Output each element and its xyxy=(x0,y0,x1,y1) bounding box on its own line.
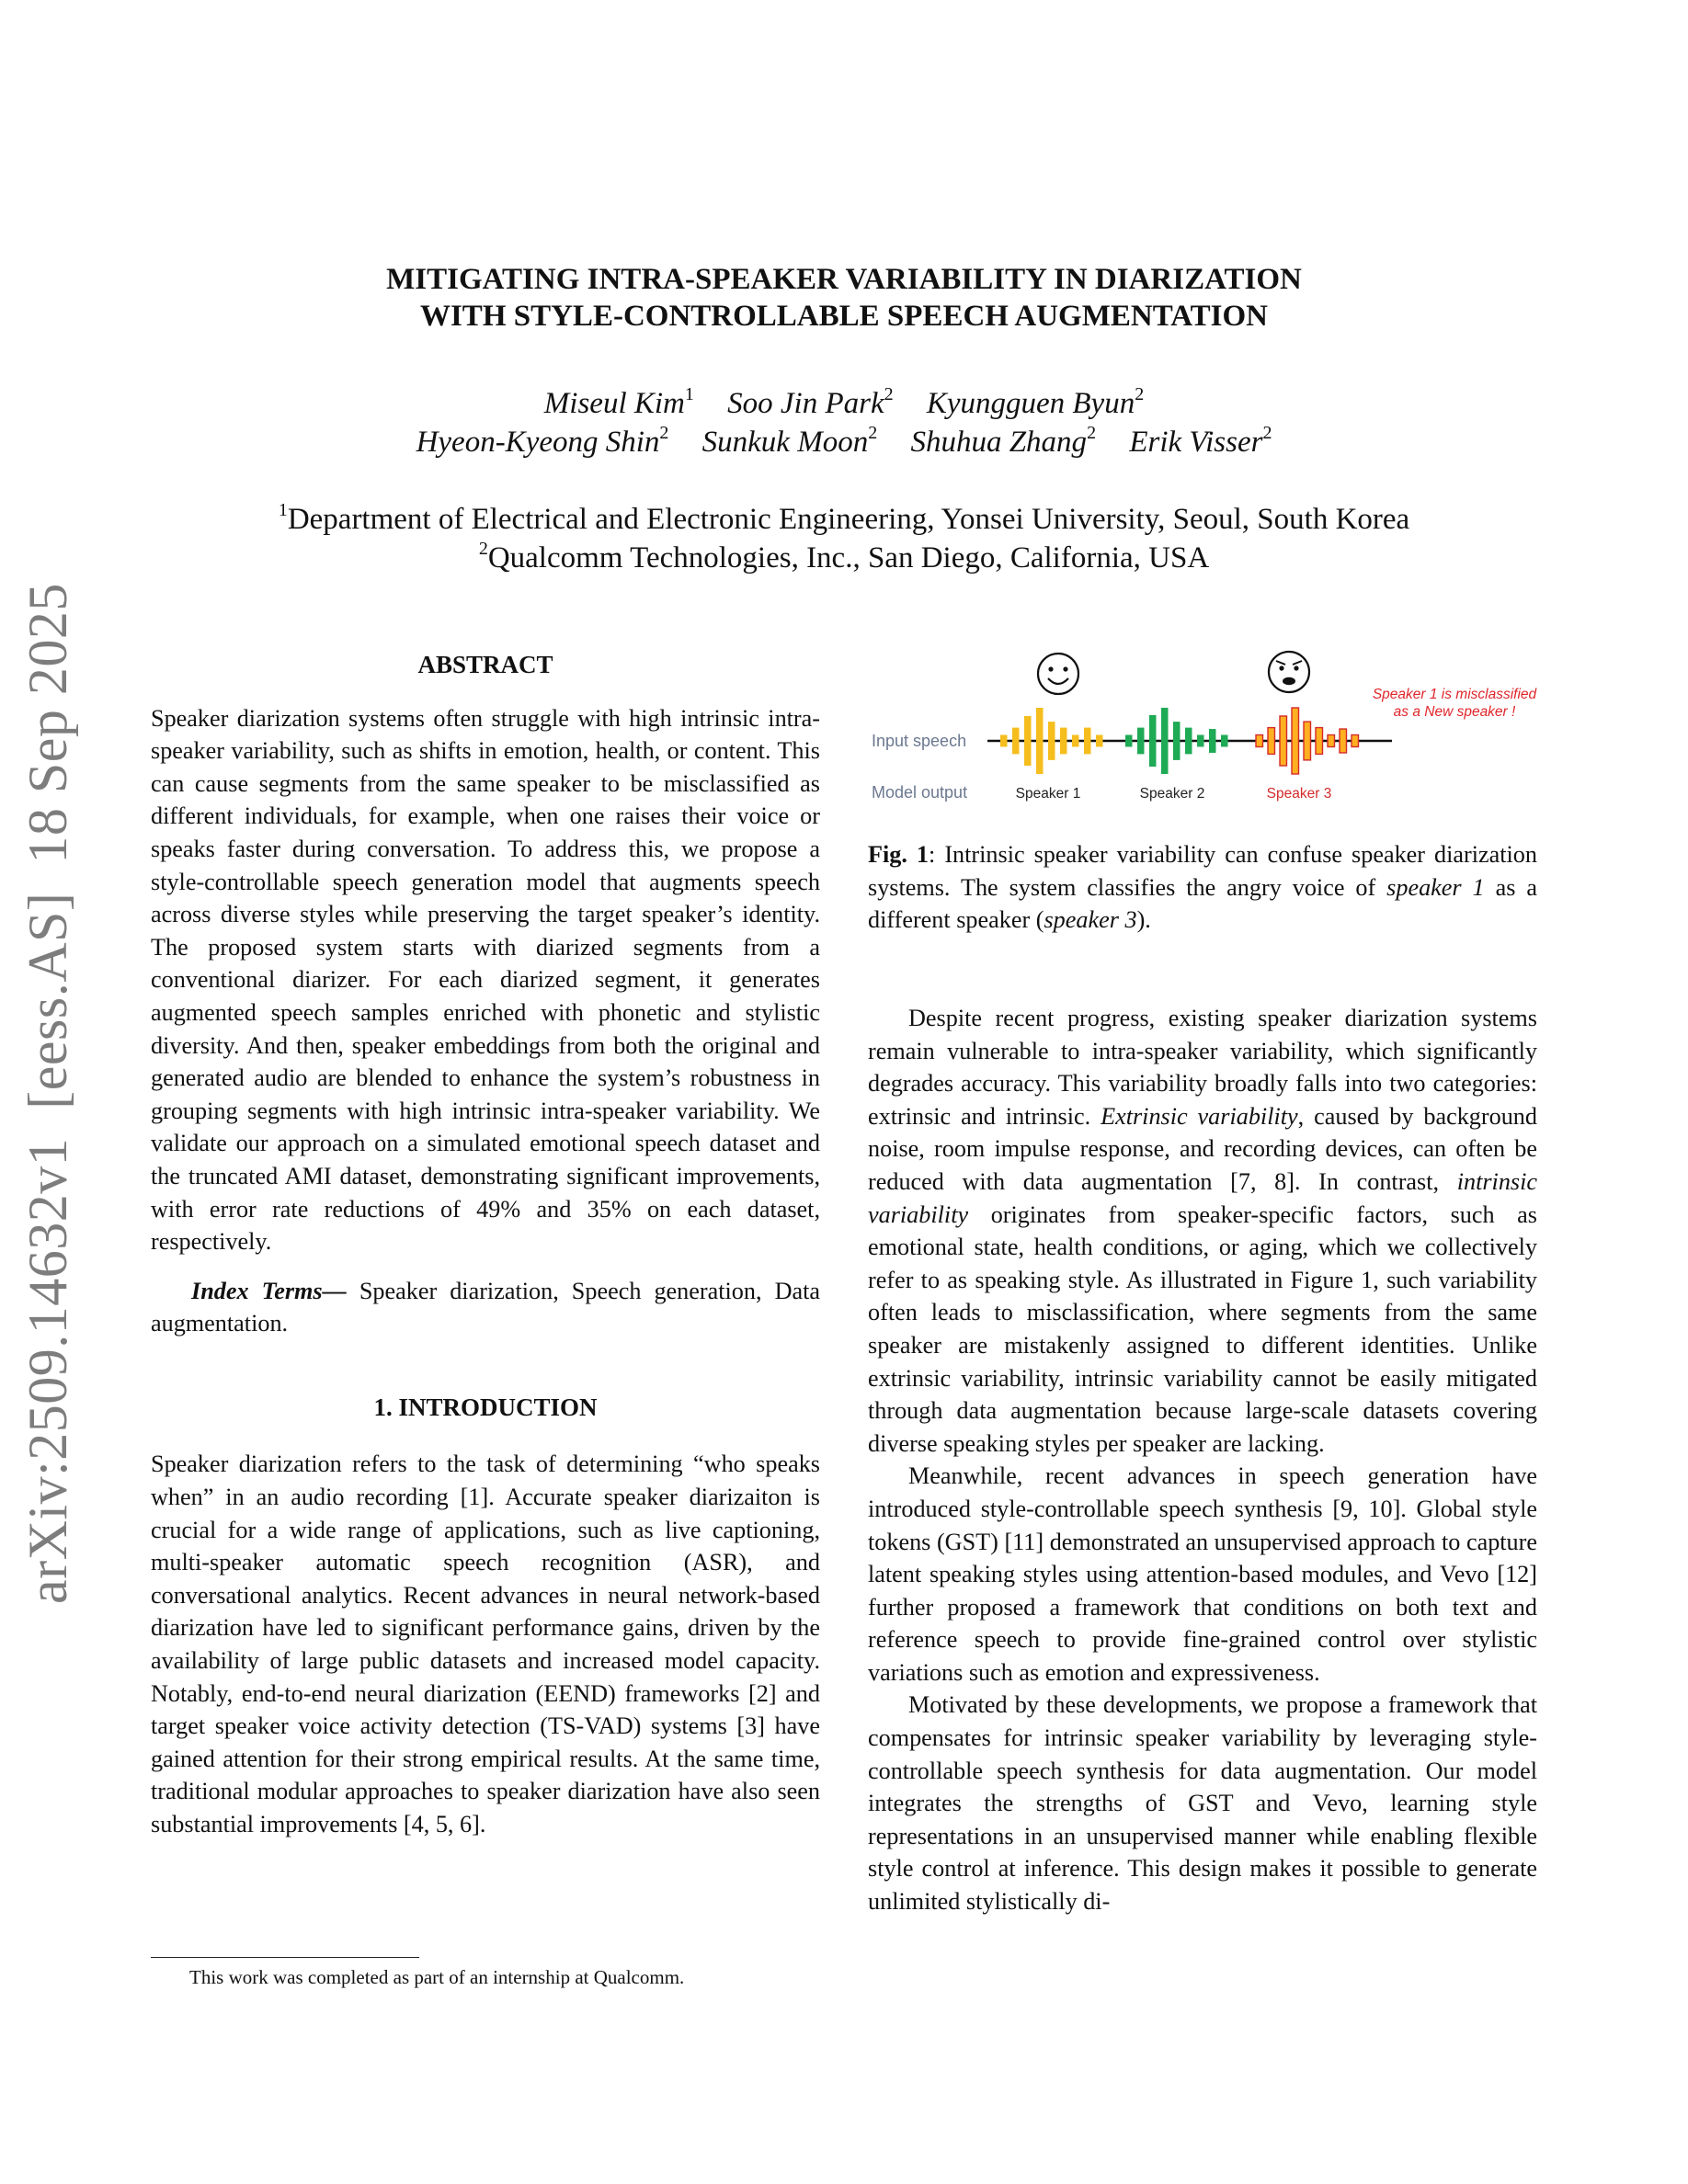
author: Soo Jin Park$^2$ xyxy=(727,384,894,420)
paper-title-line-1: MITIGATING INTRA-SPEAKER VARIABILITY IN DIARIZATION xyxy=(386,263,1302,296)
affiliation: $^2$Qualcomm Technologies, Inc., San Diego, California, USA xyxy=(478,539,1210,574)
figure-1 xyxy=(868,643,1548,809)
footnote: This work was completed as part of an internship at Qualcomm. xyxy=(189,1966,685,1988)
waveform-bar-speaker-1 xyxy=(1000,735,1008,747)
speaker-1-label: Speaker 1 xyxy=(1015,786,1081,802)
waveform-bar-speaker-2 xyxy=(1209,729,1216,753)
waveform-bar-speaker-2 xyxy=(1161,708,1169,774)
paper-title-line-2: WITH STYLE-CONTROLLABLE SPEECH AUGMENTATION xyxy=(419,300,1269,333)
caption-label: Fig. 1 xyxy=(868,841,930,868)
waveform-bar-speaker-2 xyxy=(1197,735,1204,747)
waveform-bar-speaker-1 xyxy=(1072,735,1079,747)
waveform-bar-speaker-1 xyxy=(1084,728,1091,755)
index-terms-text: Speaker diarization, Speech generation, Data augmentation. xyxy=(151,1277,820,1337)
affiliations xyxy=(0,500,1688,577)
author-row-2 xyxy=(0,423,1688,461)
figure-1-caption: Fig. 1: Intrinsic speaker variability can confuse speaker diarization systems. The system classifies the angry voice of speaker 1 as a different speaker (speaker 3). xyxy=(868,841,1537,934)
figure-1-diagram xyxy=(868,643,1548,809)
waveform-bar-speaker-3 xyxy=(1352,735,1359,747)
author: Sunkuk Moon$^2$ xyxy=(701,423,878,459)
abstract-heading: ABSTRACT xyxy=(417,651,553,678)
author-list xyxy=(0,384,1688,461)
footnote-rule xyxy=(151,1957,419,1958)
author-row-1 xyxy=(0,384,1688,423)
waveform-bar-speaker-1 xyxy=(1012,728,1020,755)
waveform-bar-speaker-2 xyxy=(1125,735,1133,747)
waveform-bar-speaker-1 xyxy=(1024,716,1032,766)
waveform-bar-speaker-3 xyxy=(1304,722,1311,760)
author: Miseul Kim$^1$ xyxy=(543,384,694,420)
model-output-label: Model output xyxy=(872,783,968,802)
waveform-bar-speaker-2 xyxy=(1137,728,1145,755)
happy-face-icon xyxy=(1038,654,1078,694)
author: Hyeon-Kyeong Shin$^2$ xyxy=(416,423,669,459)
input-speech-label: Input speech xyxy=(872,732,967,750)
waveform-bar-speaker-2 xyxy=(1173,722,1180,760)
paper-title xyxy=(0,261,1688,335)
introduction-paragraph-3: Meanwhile, recent advances in speech generation have introduced style-controllable speech synthesis [9, 10]. Global style tokens (GST) [11] demonstrated an unsupervised approach to capture latent speaking styles using attention-based modules, and Vevo [12] further proposed a framework that conditions on both text and reference speech to provide fine-grained control over stylistic variations such as emotion and expressiveness. xyxy=(868,1462,1537,1686)
index-terms xyxy=(151,1275,820,1340)
waveform-bar-speaker-2 xyxy=(1149,715,1157,767)
affiliation: $^1$Department of Electrical and Electronic Engineering, Yonsei University, Seoul, South Korea xyxy=(278,500,1410,536)
left-column xyxy=(151,649,820,1841)
waveform-bar-speaker-3 xyxy=(1316,728,1323,755)
waveform-bar-speaker-3 xyxy=(1280,716,1287,766)
introduction-paragraph-4: Motivated by these developments, we propose a framework that compensates for intrinsic speaker variability by leveraging style-controllable speech synthesis for data augmentation. Our model integrates the strengths of GST and Vevo, learning style representations in an unsupervised manner while enabling flexible style control at inference. This design makes it possible to generate unlimited stylistically di- xyxy=(868,1691,1537,1916)
waveform-bar-speaker-3 xyxy=(1292,708,1299,774)
introduction-heading: 1. INTRODUCTION xyxy=(373,1393,598,1421)
misclassification-annotation-line-1: Speaker 1 is misclassified xyxy=(1372,687,1537,702)
author: Kyungguen Byun$^2$ xyxy=(926,384,1145,420)
waveform-bar-speaker-1 xyxy=(1048,722,1055,760)
misclassification-annotation-line-2: as a New speaker ! xyxy=(1393,704,1516,720)
waveform-bar-speaker-2 xyxy=(1185,728,1192,755)
waveforms xyxy=(1000,708,1359,774)
author: Erik Visser$^2$ xyxy=(1129,423,1272,459)
arxiv-identifier-stamp: arXiv:2509.14632v1 [eess.AS] 18 Sep 2025 xyxy=(17,583,78,1604)
author: Shuhua Zhang$^2$ xyxy=(910,423,1097,459)
waveform-bar-speaker-3 xyxy=(1256,735,1263,747)
introduction-paragraph-1: Speaker diarization refers to the task of determining “who speaks when” in an audio recording [1]. Accurate speaker diarizaiton is crucial for a wide range of applications, such as live captioning, multi-speaker automatic speech recognition (ASR), and conversational analytics. Recent advances in neural network-based diarization have led to significant performance gains, driven by the availability of large public datasets and increased model capacity. Notably, end-to-end neural diarization (EEND) frameworks [2] and target speaker voice activity detection (TS-VAD) systems [3] have gained attention for their strong empirical results. At the same time, traditional modular approaches to speaker diarization have also seen substantial improvements [4, 5, 6]. xyxy=(151,1450,820,1837)
waveform-bar-speaker-3 xyxy=(1328,735,1335,747)
waveform-bar-speaker-3 xyxy=(1268,728,1275,755)
waveform-bar-speaker-1 xyxy=(1096,735,1103,747)
waveform-bar-speaker-1 xyxy=(1036,708,1044,774)
right-column-body xyxy=(868,1002,1537,1918)
angry-face-icon xyxy=(1269,652,1309,692)
abstract-text: Speaker diarization systems often struggle with high intrinsic intra-speaker variability, such as shifts in emotion, health, or content. This can cause segments from the same speaker to be misclassified as different individuals, for example, when one raises their voice or speaks faster during conversation. To address this, we propose a style-controllable speech generation model that augments speech across diverse styles while preserving the target speaker’s identity. The proposed system starts with diarized segments from a conventional diarizer. For each diarized segment, it generates augmented speech samples enriched with phonetic and stylistic diversity. And then, speaker embeddings from both the original and generated audio are blended to enhance the system’s robustness in grouping segments with high intrinsic intra-speaker variability. We validate our approach on a simulated emotional speech dataset and the truncated AMI dataset, demonstrating significant improvements, with error rate reductions of 49% and 35% on each dataset, respectively. xyxy=(151,704,820,1256)
speaker-2-label: Speaker 2 xyxy=(1139,786,1205,802)
waveform-bar-speaker-1 xyxy=(1060,728,1067,755)
speaker-3-label: Speaker 3 xyxy=(1266,786,1332,802)
waveform-bar-speaker-3 xyxy=(1340,729,1347,753)
waveform-bar-speaker-2 xyxy=(1221,735,1228,747)
index-terms-label: Index Terms— xyxy=(191,1277,347,1304)
introduction-paragraph-2: Despite recent progress, existing speaker diarization systems remain vulnerable to intra-speaker variability, which significantly degrades accuracy. This variability broadly falls into two categories: extrinsic and intrinsic. Extrinsic variability, caused by background noise, room impulse response, and recording devices, can often be reduced with data augmentation [7, 8]. In contrast, intrinsic variability originates from speaker-specific factors, such as emotional state, health conditions, or aging, which we collectively refer to as speaking style. As illustrated in Figure 1, such variability often leads to misclassification, where segments from the same speaker are mistakenly assigned to different identities. Unlike extrinsic variability, intrinsic variability cannot be easily mitigated through data augmentation because large-scale datasets covering diverse speaking styles per speaker are lacking. xyxy=(868,1005,1537,1457)
